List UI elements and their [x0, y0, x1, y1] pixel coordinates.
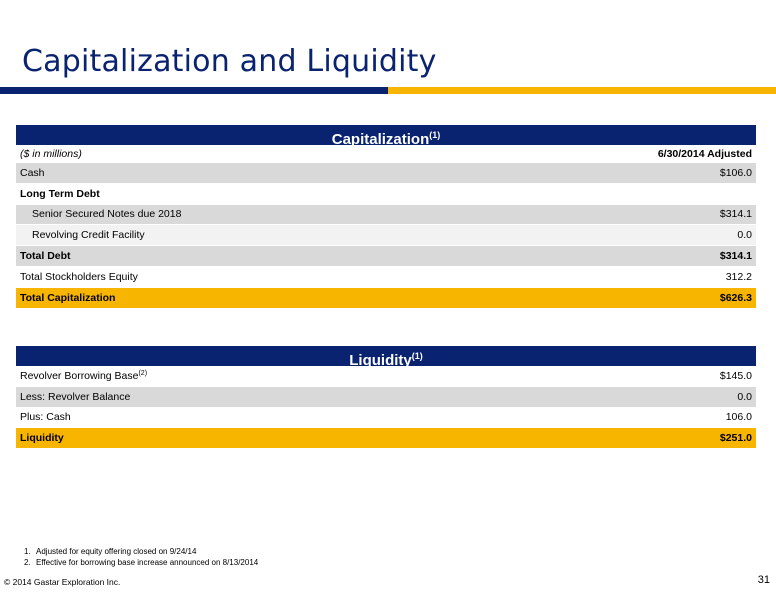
row-label: Liquidity — [20, 432, 64, 445]
row-label: Senior Secured Notes due 2018 — [32, 208, 182, 221]
table-row — [16, 246, 756, 267]
liquidity-table — [16, 346, 756, 449]
copyright-notice: © 2014 Gastar Exploration Inc. — [4, 577, 121, 587]
row-label: Total Debt — [20, 250, 71, 263]
row-value: 106.0 — [725, 411, 752, 424]
capitalization-header — [16, 125, 756, 148]
row-value: $626.3 — [719, 291, 752, 304]
row-label: Less: Revolver Balance — [20, 390, 131, 403]
units-label: ($ in millions) — [20, 147, 82, 160]
row-label: Total Capitalization — [20, 291, 116, 304]
column-header: 6/30/2014 Adjusted — [657, 147, 752, 160]
table-row — [16, 225, 756, 246]
table-row — [16, 366, 756, 387]
row-label-note: (2) — [138, 369, 148, 377]
row-label: Revolving Credit Facility — [32, 229, 145, 242]
row-value: 0.0 — [737, 390, 752, 403]
table-row — [16, 267, 756, 288]
row-value: $314.1 — [719, 208, 752, 221]
row-label: Long Term Debt — [20, 187, 100, 200]
row-label-text: Revolver Borrowing Base — [20, 369, 139, 382]
liquidity-header — [16, 346, 756, 369]
footnotes — [24, 546, 258, 568]
row-value: $145.0 — [719, 369, 752, 382]
footnote-text: Effective for borrowing base increase announced on 8/13/2014 — [36, 558, 259, 567]
row-value: $251.0 — [719, 432, 752, 445]
capitalization-header-label: Capitalization — [331, 131, 430, 148]
row-value: $314.1 — [719, 250, 752, 263]
row-value: $106.0 — [719, 166, 752, 179]
table-row — [16, 408, 756, 429]
page-title: Capitalization and Liquidity — [22, 44, 437, 79]
title-underline-gold — [388, 87, 776, 94]
capitalization-table — [16, 125, 756, 309]
footnote-text: Adjusted for equity offering closed on 9/24/14 — [36, 547, 197, 556]
title-underline-navy — [0, 87, 388, 94]
footnote-number: 2. — [24, 558, 31, 567]
total-capitalization-row — [16, 288, 756, 309]
page-number: 31 — [757, 574, 770, 586]
row-value: 0.0 — [737, 229, 752, 242]
footnote-item — [24, 546, 258, 557]
table-row — [16, 387, 756, 408]
footnote-number: 1. — [24, 547, 31, 556]
table-row — [16, 163, 756, 184]
liquidity-total-row — [16, 428, 756, 449]
row-label: Cash — [20, 166, 45, 179]
table-row — [16, 205, 756, 226]
liquidity-header-note: (1) — [411, 351, 423, 361]
row-value: 312.2 — [725, 270, 752, 283]
row-label: Total Stockholders Equity — [20, 270, 138, 283]
capitalization-subheader-row — [16, 145, 756, 163]
row-label: Plus: Cash — [20, 411, 71, 424]
liquidity-header-label: Liquidity — [349, 352, 412, 369]
row-label — [16, 370, 656, 382]
table-row — [16, 184, 756, 205]
footnote-item — [24, 557, 258, 568]
capitalization-header-note: (1) — [429, 130, 441, 140]
